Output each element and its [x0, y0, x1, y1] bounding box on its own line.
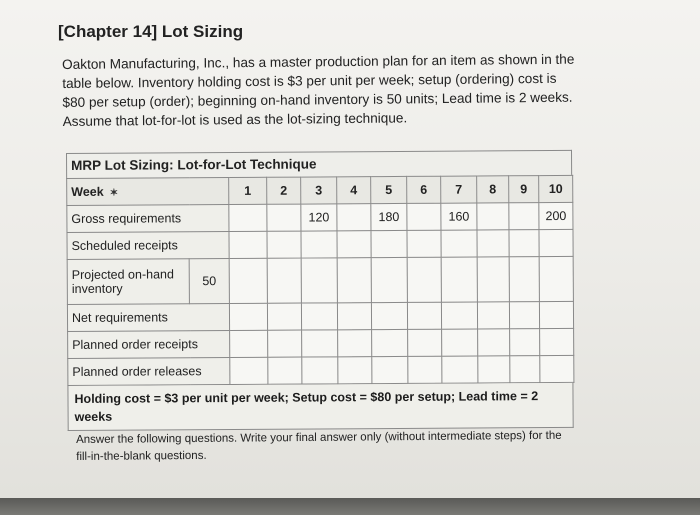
table-cell[interactable] [371, 302, 407, 329]
table-cell[interactable] [441, 302, 477, 329]
table-cell[interactable] [407, 203, 441, 230]
table-cell[interactable] [371, 230, 407, 257]
table-cell[interactable] [510, 356, 540, 383]
table-cell[interactable] [230, 357, 268, 384]
table-cell[interactable] [442, 329, 478, 356]
table-cell[interactable] [371, 257, 407, 302]
table-cell[interactable] [372, 329, 408, 356]
table-cell[interactable] [478, 356, 510, 383]
cursor-icon: ✶ [109, 187, 119, 199]
week-7-header: 7 [441, 176, 477, 203]
table-cell[interactable]: 120 [301, 204, 337, 231]
table-cell[interactable] [301, 231, 337, 258]
row-label: Planned order receipts [68, 331, 230, 359]
table-cell[interactable] [302, 357, 338, 384]
screen-bezel [0, 498, 700, 515]
row-label: Gross requirements [67, 205, 229, 233]
table-row [67, 301, 573, 331]
table-cell[interactable] [441, 257, 477, 302]
mrp-table [66, 150, 574, 431]
table-cell[interactable] [539, 301, 573, 328]
table-cell[interactable] [229, 303, 267, 330]
table-cell[interactable] [268, 330, 302, 357]
week-10-header: 10 [539, 175, 573, 202]
week-5-header: 5 [371, 176, 407, 203]
table-cell[interactable] [230, 330, 268, 357]
table-cell[interactable] [509, 230, 539, 257]
table-cell[interactable] [477, 203, 509, 230]
table-cell[interactable] [337, 303, 371, 330]
table-cell[interactable] [441, 230, 477, 257]
table-cell[interactable]: 160 [441, 203, 477, 230]
table-cell[interactable] [301, 303, 337, 330]
table-cell[interactable] [478, 329, 510, 356]
week-header-label [67, 178, 229, 206]
table-cell[interactable]: 180 [371, 203, 407, 230]
table-row [68, 355, 574, 385]
table-cell[interactable] [302, 330, 338, 357]
table-cell[interactable] [540, 355, 574, 382]
week-6-header: 6 [407, 176, 441, 203]
table-cell[interactable] [267, 204, 301, 231]
table-row [67, 202, 573, 232]
week-label: Week [71, 184, 104, 199]
table-cell[interactable] [229, 258, 267, 303]
table-cell[interactable] [540, 328, 574, 355]
table-cell[interactable] [407, 302, 441, 329]
table-cell[interactable]: 200 [539, 202, 573, 229]
week-1-header: 1 [229, 177, 267, 204]
row-label: Scheduled receipts [67, 232, 229, 260]
table-cell[interactable] [338, 330, 372, 357]
table-cell[interactable] [477, 257, 509, 302]
table-cell[interactable] [510, 329, 540, 356]
table-cell[interactable] [407, 257, 441, 302]
table-cell[interactable] [477, 302, 509, 329]
table-row [67, 256, 573, 304]
week-4-header: 4 [337, 177, 371, 204]
table-cell[interactable] [229, 204, 267, 231]
table-row [67, 229, 573, 259]
table-cell[interactable] [337, 258, 371, 303]
row-label: Planned order releases [68, 358, 230, 386]
table-cell[interactable] [539, 256, 573, 301]
week-2-header: 2 [267, 177, 301, 204]
problem-statement: Oakton Manufacturing, Inc., has a master production plan for an item as shown in the table below. Inventory holding cost is $3 per unit per week; setup (ordering) cost is $80 per setup (order); beginning on-hand inventory is 50 units; Lead time is 2 weeks. Assume that lot-for-lot is used as the lot-sizing technique. [62, 51, 575, 129]
table-cell[interactable] [539, 229, 573, 256]
table-cell[interactable] [477, 230, 509, 257]
table-cell[interactable] [408, 356, 442, 383]
table-cell[interactable] [267, 303, 301, 330]
table-cell[interactable] [337, 204, 371, 231]
table-cell[interactable] [407, 230, 441, 257]
table-cell[interactable] [338, 357, 372, 384]
week-9-header: 9 [509, 176, 539, 203]
page-title: [Chapter 14] Lot Sizing [58, 22, 244, 41]
cost-summary: Holding cost = $3 per unit per week; Setup cost = $80 per setup; Lead time = 2 weeks [67, 383, 573, 431]
table-cell[interactable] [509, 257, 539, 302]
table-cell[interactable] [509, 203, 539, 230]
table-cell[interactable] [229, 231, 267, 258]
table-cell[interactable] [372, 356, 408, 383]
week-3-header: 3 [301, 177, 337, 204]
table-cell[interactable] [337, 231, 371, 258]
table-cell[interactable] [442, 356, 478, 383]
week-8-header: 8 [477, 176, 509, 203]
mrp-table-title: MRP Lot Sizing: Lot-for-Lot Technique [66, 150, 572, 178]
table-cell[interactable] [267, 231, 301, 258]
row-label: Net requirements [67, 304, 229, 332]
table-cell[interactable] [408, 329, 442, 356]
mrp-grid [66, 175, 574, 386]
table-cell[interactable] [267, 258, 301, 303]
beginning-inventory: 50 [189, 259, 229, 304]
table-cell[interactable] [268, 357, 302, 384]
row-label: Projected on-hand inventory [67, 259, 189, 305]
instructions: Answer the following questions. Write your final answer only (without intermediate steps) for the fill-in-the-blank questions. [76, 429, 562, 463]
table-cell[interactable] [509, 302, 539, 329]
table-cell[interactable] [301, 258, 337, 303]
table-row [68, 328, 574, 358]
